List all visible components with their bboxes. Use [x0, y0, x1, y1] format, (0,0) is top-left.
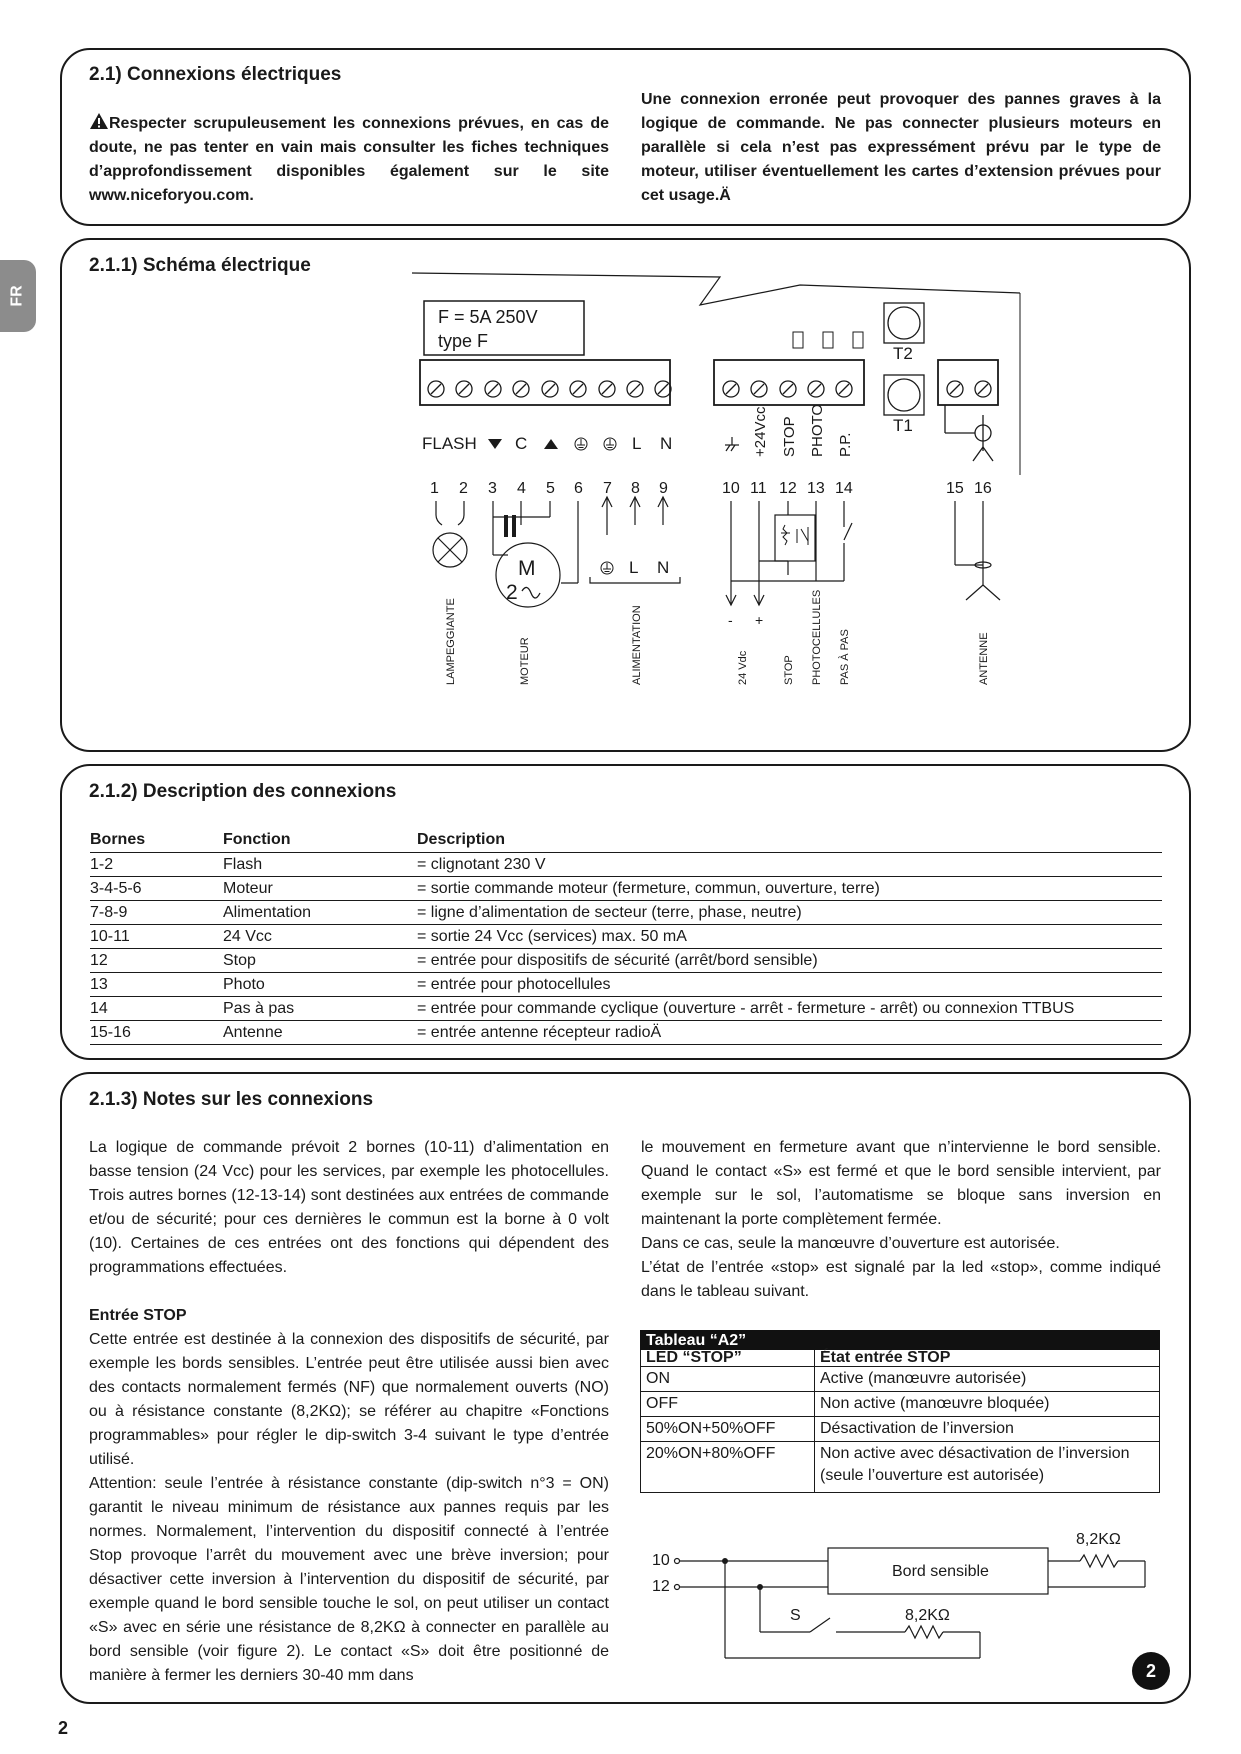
- button-t1: [884, 375, 924, 415]
- resistor-icon: [905, 1626, 943, 1638]
- notes-paragraph-1: La logique de commande prévoit 2 bornes (10-11) d’alimentation en basse tension (24 Vcc) pour les services, par exemple les photocellules. Trois autres bornes (12-13-14) sont destinées aux entrées de commande et/ou de sécurité; pour ces dernières le commun est la borne à 0 volt (10). Certaines de ces entrées ont des fonctions qui dépendent des programmations effectuées.: [89, 1139, 609, 1276]
- cell-fonction: 24 Vcc: [223, 925, 417, 949]
- table-caption: Tableau “A2”: [641, 1331, 1160, 1350]
- table-row: [90, 973, 1162, 997]
- device-label-antenna: ANTENNE: [978, 632, 990, 685]
- cell-led: 20%ON+80%OFF: [641, 1442, 815, 1493]
- cell-fonction: Alimentation: [223, 901, 417, 925]
- notes-paragraph-4: le mouvement en fermeture avant que n’intervienne le bord sensible. Quand le contact «S» est fermé et que le bord sensible intervient, par exemple sur le sol, l’automatisme se bloque sans inversion en maintenant la porte complètement fermée.: [641, 1139, 1161, 1228]
- warning-text: [89, 112, 609, 208]
- earth-icon: [604, 438, 616, 450]
- section-title-2-1-3: 2.1.3) Notes sur les connexions: [89, 1089, 374, 1110]
- table-row: [641, 1417, 1160, 1442]
- terminal-number: 10: [722, 480, 740, 497]
- dip-indicator: [793, 332, 803, 348]
- cell-led: 50%ON+50%OFF: [641, 1417, 815, 1442]
- cell-fonction: Photo: [223, 973, 417, 997]
- warning-icon: [89, 112, 109, 130]
- table-row: [641, 1367, 1160, 1392]
- switch-s-label: S: [790, 1607, 801, 1624]
- wiring-diagram: [400, 265, 1040, 705]
- language-tab-label: FR: [8, 285, 26, 307]
- caution-text: Une connexion erronée peut provoquer des pannes graves à la logique de commande. Ne pas connecter plusieurs moteurs en parallèle si cela n’est pas expressément prévu par le type de moteur, utiliser éventuellement les cartes d’extension prévues pour cet usage.Ä: [641, 91, 1161, 204]
- table-row: [641, 1442, 1160, 1493]
- ground-icon: [725, 437, 739, 451]
- cell-bornes: 7-8-9: [90, 901, 223, 925]
- cell-description: = clignotant 230 V: [417, 853, 1162, 877]
- cell-led: ON: [641, 1367, 815, 1392]
- terminal-number: 13: [807, 480, 825, 497]
- col-etat: État entrée STOP: [815, 1350, 1160, 1367]
- table-row: [90, 1021, 1162, 1045]
- cell-fonction: Antenne: [223, 1021, 417, 1045]
- open-arrow-icon: [544, 439, 558, 449]
- device-label-motor: MOTEUR: [519, 637, 531, 685]
- terminal-number: 15: [946, 480, 964, 497]
- earth-icon: [575, 438, 587, 450]
- table-row: [90, 901, 1162, 925]
- connections-table: [90, 828, 1162, 1045]
- notes-paragraph-5: Dans ce cas, seule la manœuvre d’ouverture est autorisée.: [641, 1235, 1060, 1252]
- cell-led: OFF: [641, 1392, 815, 1417]
- fuse-type: type F: [438, 331, 489, 351]
- cell-bornes: 15-16: [90, 1021, 223, 1045]
- antenna-icon: [945, 405, 993, 461]
- device-label-lamp: LAMPEGGIANTE: [445, 598, 457, 685]
- button-t2: [884, 303, 924, 343]
- table-row: [90, 877, 1162, 901]
- label-flash: FLASH: [422, 434, 477, 453]
- fig-terminal-10: 10: [652, 1552, 670, 1569]
- terminal-number: 9: [659, 480, 668, 497]
- table-row: [90, 997, 1162, 1021]
- cell-etat: Active (manœuvre autorisée): [815, 1367, 1160, 1392]
- language-tab: [0, 260, 36, 332]
- terminal-number: 7: [603, 480, 612, 497]
- table-header-row: [641, 1350, 1160, 1367]
- motor-m: M: [518, 557, 536, 580]
- label-pp: P.P.: [837, 432, 854, 457]
- cell-description: = ligne d’alimentation de secteur (terre, phase, neutre): [417, 901, 1162, 925]
- cell-bornes: 10-11: [90, 925, 223, 949]
- stop-device-icon: [775, 515, 815, 561]
- col-fonction: Fonction: [223, 828, 417, 853]
- label-common: C: [515, 434, 528, 453]
- button-t1-label: T1: [893, 416, 913, 435]
- bord-sensible-diagram: [640, 1520, 1160, 1670]
- switch-s-icon: [810, 1618, 830, 1632]
- ac-wave-icon: [522, 587, 540, 598]
- cell-fonction: Moteur: [223, 877, 417, 901]
- resistor-2-value: 8,2KΩ: [905, 1607, 950, 1624]
- label-neutral: N: [660, 434, 673, 453]
- button-t2-label: T2: [893, 344, 913, 363]
- label-stop: STOP: [781, 416, 798, 457]
- col-description: Description: [417, 828, 1162, 853]
- section-title-2-1: 2.1) Connexions électriques: [89, 64, 342, 85]
- terminal-number: 16: [974, 480, 992, 497]
- resistor-1-value: 8,2KΩ: [1076, 1531, 1121, 1548]
- device-label-photo: PHOTOCELLULES: [811, 589, 823, 685]
- cell-bornes: 1-2: [90, 853, 223, 877]
- terminal-number: 12: [779, 480, 797, 497]
- terminal-number: 1: [430, 480, 439, 497]
- page-number: 2: [58, 1718, 69, 1738]
- col-bornes: Bornes: [90, 828, 223, 853]
- bord-sensible-label: Bord sensible: [892, 1563, 989, 1580]
- cell-etat: Non active (manœuvre bloquée): [815, 1392, 1160, 1417]
- stop-led-table: [640, 1330, 1160, 1493]
- alim-n: N: [657, 558, 670, 577]
- cell-fonction: Stop: [223, 949, 417, 973]
- terminal-number: 4: [517, 480, 526, 497]
- cell-description: = entrée pour dispositifs de sécurité (arrêt/bord sensible): [417, 949, 1162, 973]
- terminal-number: 11: [750, 480, 767, 497]
- motor-2: 2: [506, 581, 518, 604]
- fig-terminal-12: 12: [652, 1578, 670, 1595]
- cell-etat: Non active avec désactivation de l’inversion (seule l’ouverture est autorisée): [815, 1442, 1160, 1493]
- label-photo: PHOTO: [809, 403, 826, 457]
- col-led: LED “STOP”: [641, 1350, 815, 1367]
- section-title-2-1-2: 2.1.2) Description des connexions: [89, 781, 397, 802]
- fuse-rating: F = 5A 250V: [438, 307, 538, 327]
- terminal-number: 8: [631, 480, 640, 497]
- terminal-numbers: [430, 480, 992, 497]
- device-label-pp: PAS À PAS: [839, 629, 851, 685]
- close-arrow-icon: [488, 439, 502, 449]
- terminal-number: 6: [574, 480, 583, 497]
- minus-sign: -: [728, 612, 733, 628]
- warning-text-body: Respecter scrupuleusement les connexions prévues, en cas de doute, ne pas tenter en vain mais consulter les fiches techniques d’approfondissement disponibles également sur le site www.niceforyou.com.: [89, 115, 609, 204]
- notes-paragraph-6: L’état de l’entrée «stop» est signalé par la led «stop», comme indiqué dans le tableau suivant.: [641, 1259, 1161, 1300]
- table-row: [90, 853, 1162, 877]
- dip-indicator: [823, 332, 833, 348]
- alim-l: L: [629, 558, 639, 577]
- table-row: [641, 1392, 1160, 1417]
- terminal-block-antenna: [938, 360, 998, 405]
- resistor-icon: [1080, 1555, 1118, 1567]
- terminal-number: 5: [546, 480, 555, 497]
- cell-fonction: Pas à pas: [223, 997, 417, 1021]
- section-title-2-1-1: 2.1.1) Schéma électrique: [89, 255, 311, 276]
- cell-etat: Désactivation de l’inversion: [815, 1417, 1160, 1442]
- cell-description: = sortie 24 Vcc (services) max. 50 mA: [417, 925, 1162, 949]
- earth-icon: [601, 562, 613, 574]
- cell-fonction: Flash: [223, 853, 417, 877]
- label-phase: L: [632, 434, 642, 453]
- device-label-stop: STOP: [783, 655, 795, 685]
- figure-number-badge: [1132, 1652, 1170, 1690]
- device-label-24vdc: 24 Vdc: [737, 650, 749, 685]
- label-24vcc: +24Vcc: [752, 406, 769, 457]
- cell-bornes: 13: [90, 973, 223, 997]
- notes-paragraph-3: Attention: seule l’entrée à résistance constante (dip-switch n°3 = ON) garantit le niveau minimum de résistance aux pannes requis par les normes. Normalement, l’intervention du dispositif connecté à l’entrée Stop provoque l’arrêt du mouvement avec une brève inversion; pour désactiver cette inversion à l’intervention du dispositif de sécurité, par exemple quand le bord sensible touche le sol, on peut utiliser un contact «S» avec en série une résistance de 8,2KΩ à connecter en parallèle au bord sensible (voir figure 2). Le contact «S» doit être positionné de manière à fermer les derniers 30-40 mm dans: [89, 1475, 609, 1684]
- cell-bornes: 3-4-5-6: [90, 877, 223, 901]
- terminal-screws: [428, 381, 991, 397]
- cell-bornes: 14: [90, 997, 223, 1021]
- device-label-alim: ALIMENTATION: [631, 605, 643, 685]
- plus-sign: +: [755, 612, 764, 628]
- terminal-number: 3: [488, 480, 497, 497]
- table-row: [90, 949, 1162, 973]
- cell-description: = entrée pour commande cyclique (ouverture - arrêt - fermeture - arrêt) ou connexion TTBUS: [417, 997, 1162, 1021]
- table-header-row: [90, 828, 1162, 853]
- terminal-number: 14: [835, 480, 853, 497]
- stop-heading: Entrée STOP: [89, 1307, 187, 1324]
- cell-description: = entrée antenne récepteur radioÄ: [417, 1021, 1162, 1045]
- notes-paragraph-2: Cette entrée est destinée à la connexion des dispositifs de sécurité, par exemple les bords sensibles. L’entrée peut être utilisée aussi bien avec des contacts normalement fermés (NF) que normalement ouverts (NO) ou à résistance constante (8,2KΩ); se référer au chapitre «Fonctions programmables» pour régler le dip-switch 3-4 suivant le type d’entrée utilisé.: [89, 1331, 609, 1468]
- figure-number: 2: [1145, 1660, 1156, 1681]
- cell-description: = sortie commande moteur (fermeture, commun, ouverture, terre): [417, 877, 1162, 901]
- terminal-number: 2: [459, 480, 468, 497]
- cell-description: = entrée pour photocellules: [417, 973, 1162, 997]
- cell-bornes: 12: [90, 949, 223, 973]
- table-row: [90, 925, 1162, 949]
- dip-indicator: [853, 332, 863, 348]
